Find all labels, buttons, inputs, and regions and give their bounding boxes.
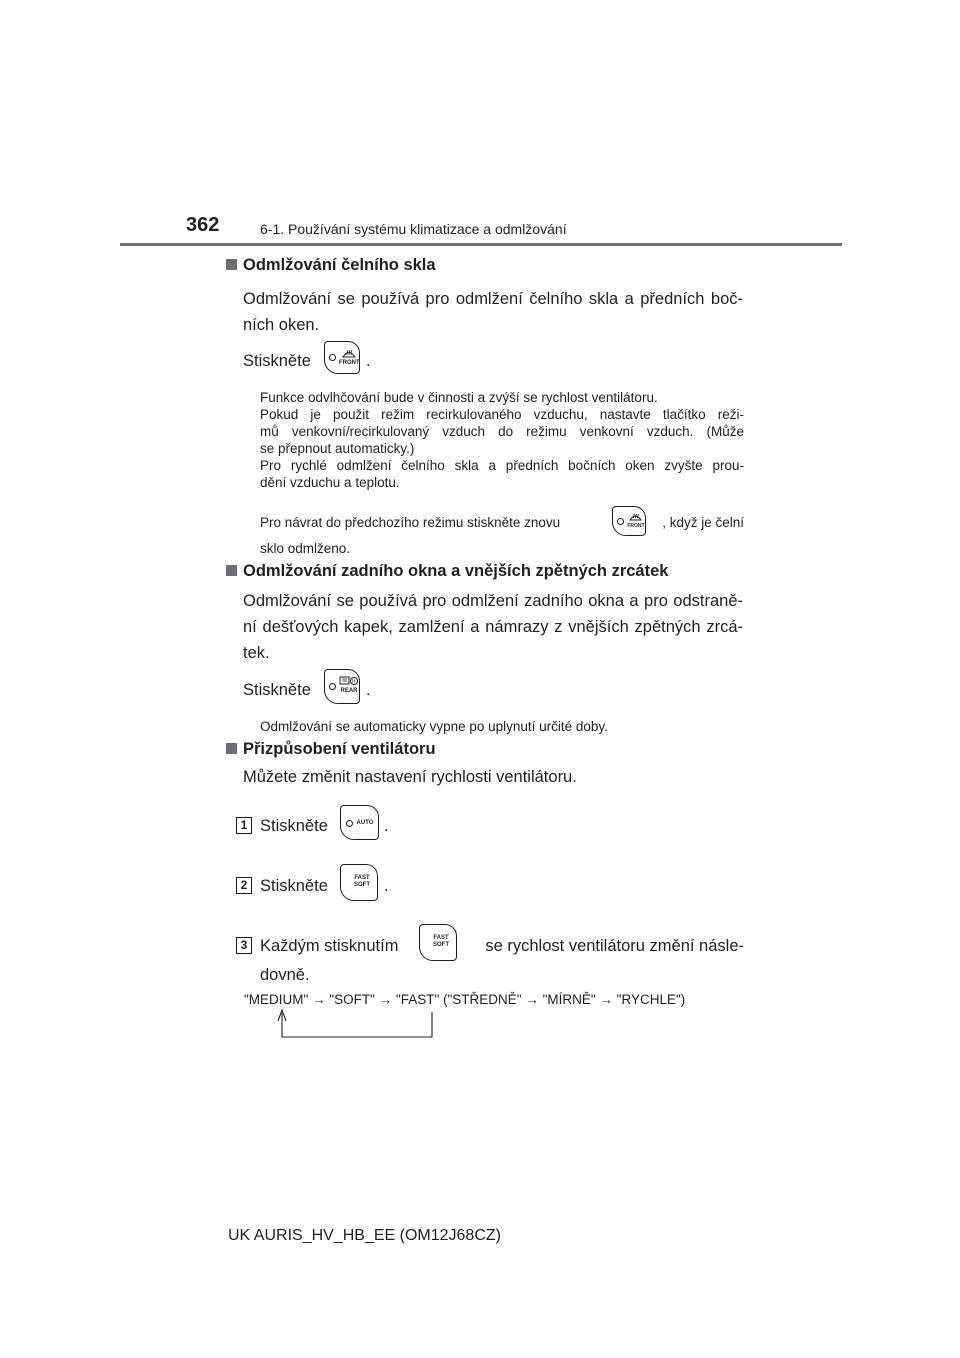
rear-body-line: tek. [243,644,270,662]
step-end: . [384,817,389,835]
windshield-defog-icon [342,348,356,358]
fan-heading-text: Přizpůsobení ventilátoru [243,740,436,758]
front-button-label: FRONT [627,523,645,529]
step-text: Stiskněte [260,877,328,895]
section-title: 6-1. Používání systému klimatizace a odmlžování [260,221,567,237]
windshield-heading-text: Odmlžování čelního skla [243,256,436,274]
rear-body-line: ní dešťových kapek, zamlžení a námrazy z vnějších zpětných zrcá- [243,618,743,636]
note-line: mů venkovní/recirkulovaný vzduch do režimu venkovní vzduch. (Může [260,424,744,439]
fast-soft-button-inline[interactable] [419,924,457,961]
rear-press-end: . [366,681,371,699]
front-defog-button[interactable] [324,341,360,374]
rear-body [243,588,743,666]
indicator-light-icon [329,683,336,690]
rear-press-label: Stiskněte [243,681,311,699]
indicator-light-icon [346,820,353,827]
windshield-body-line: Odmlžování se používá pro odmlžení čelního skla a předních boč- [243,290,743,308]
fan-body: Můžete změnit nastavení rychlosti ventilátoru. [243,768,577,786]
auto-button[interactable] [340,805,379,840]
front-button-label: FRONT [339,360,360,366]
fast-soft-label [430,935,452,949]
windshield-press-end: . [366,352,371,370]
step-end: . [384,877,389,895]
bullet-square-icon [226,743,237,754]
note-line: dění vzduchu a teplotu. [260,475,400,490]
fast-soft-label [351,875,373,889]
indicator-light-icon [617,518,624,525]
windshield-body-line: ních oken. [243,316,320,334]
windshield-body [243,286,743,338]
fan-cycle-text: "MEDIUM" → "SOFT" → "FAST" ("STŘEDNĚ" → "MÍRNĚ" → "RYCHLE") [244,992,686,1007]
footer-model-code: UK AURIS_HV_HB_EE (OM12J68CZ) [228,1227,501,1244]
soft-label: SOFT [354,882,370,888]
windshield-defog-icon [629,512,642,521]
step-number: 3 [236,937,252,954]
rear-note: Odmlžování se automaticky vypne po uplynutí určité doby. [260,719,608,734]
step-text-b: se rychlost ventilátoru změní násle- [485,937,744,955]
note-line: se přepnout automaticky.) [260,441,415,456]
front-defog-button-inline[interactable] [612,506,646,536]
step-text-c: dovně. [260,966,310,984]
fast-label: FAST [433,935,449,941]
cycle-return-arrow-icon [272,1008,438,1042]
rear-heading [226,562,668,581]
fast-label: FAST [354,875,370,881]
indicator-light-icon [329,354,336,361]
step-number: 1 [236,817,252,834]
return-text-a: Pro návrat do předchozího režimu stiskněte znovu [260,515,561,530]
fan-heading [226,740,436,759]
windshield-press-label: Stiskněte [243,352,311,370]
soft-label: SOFT [433,942,449,948]
step-text: Každým stisknutím [260,937,399,955]
fast-soft-button[interactable] [340,864,378,901]
rear-body-line: Odmlžování se používá pro odmlžení zadního okna a pro odstraně- [243,592,743,610]
note-line: Pro rychlé odmlžení čelního skla a předních bočních oken zvyšte prou- [260,458,744,473]
bullet-square-icon [226,259,237,270]
rear-heading-text: Odmlžování zadního okna a vnějších zpětných zrcátek [243,562,669,580]
step-text: Stiskněte [260,817,328,835]
rear-button-label: REAR [340,688,358,694]
note-line: Funkce odvlhčování bude v činnosti a zvýší se rychlost ventilátoru. [260,390,658,405]
note-line: Pokud je použit režim recirkulovaného vzduchu, nastavte tlačítko reži- [260,407,744,422]
bullet-square-icon [226,565,237,576]
rear-defog-button[interactable] [324,669,360,704]
rear-defog-icon [339,676,359,686]
return-text-c: sklo odmlženo. [260,541,351,556]
windshield-note [260,389,744,491]
return-text-b: , když je čelní [662,515,744,530]
auto-button-label: AUTO [356,820,374,826]
header-rule [120,243,842,246]
windshield-heading [226,256,436,275]
page-number: 362 [186,214,220,236]
step-number: 2 [236,877,252,894]
